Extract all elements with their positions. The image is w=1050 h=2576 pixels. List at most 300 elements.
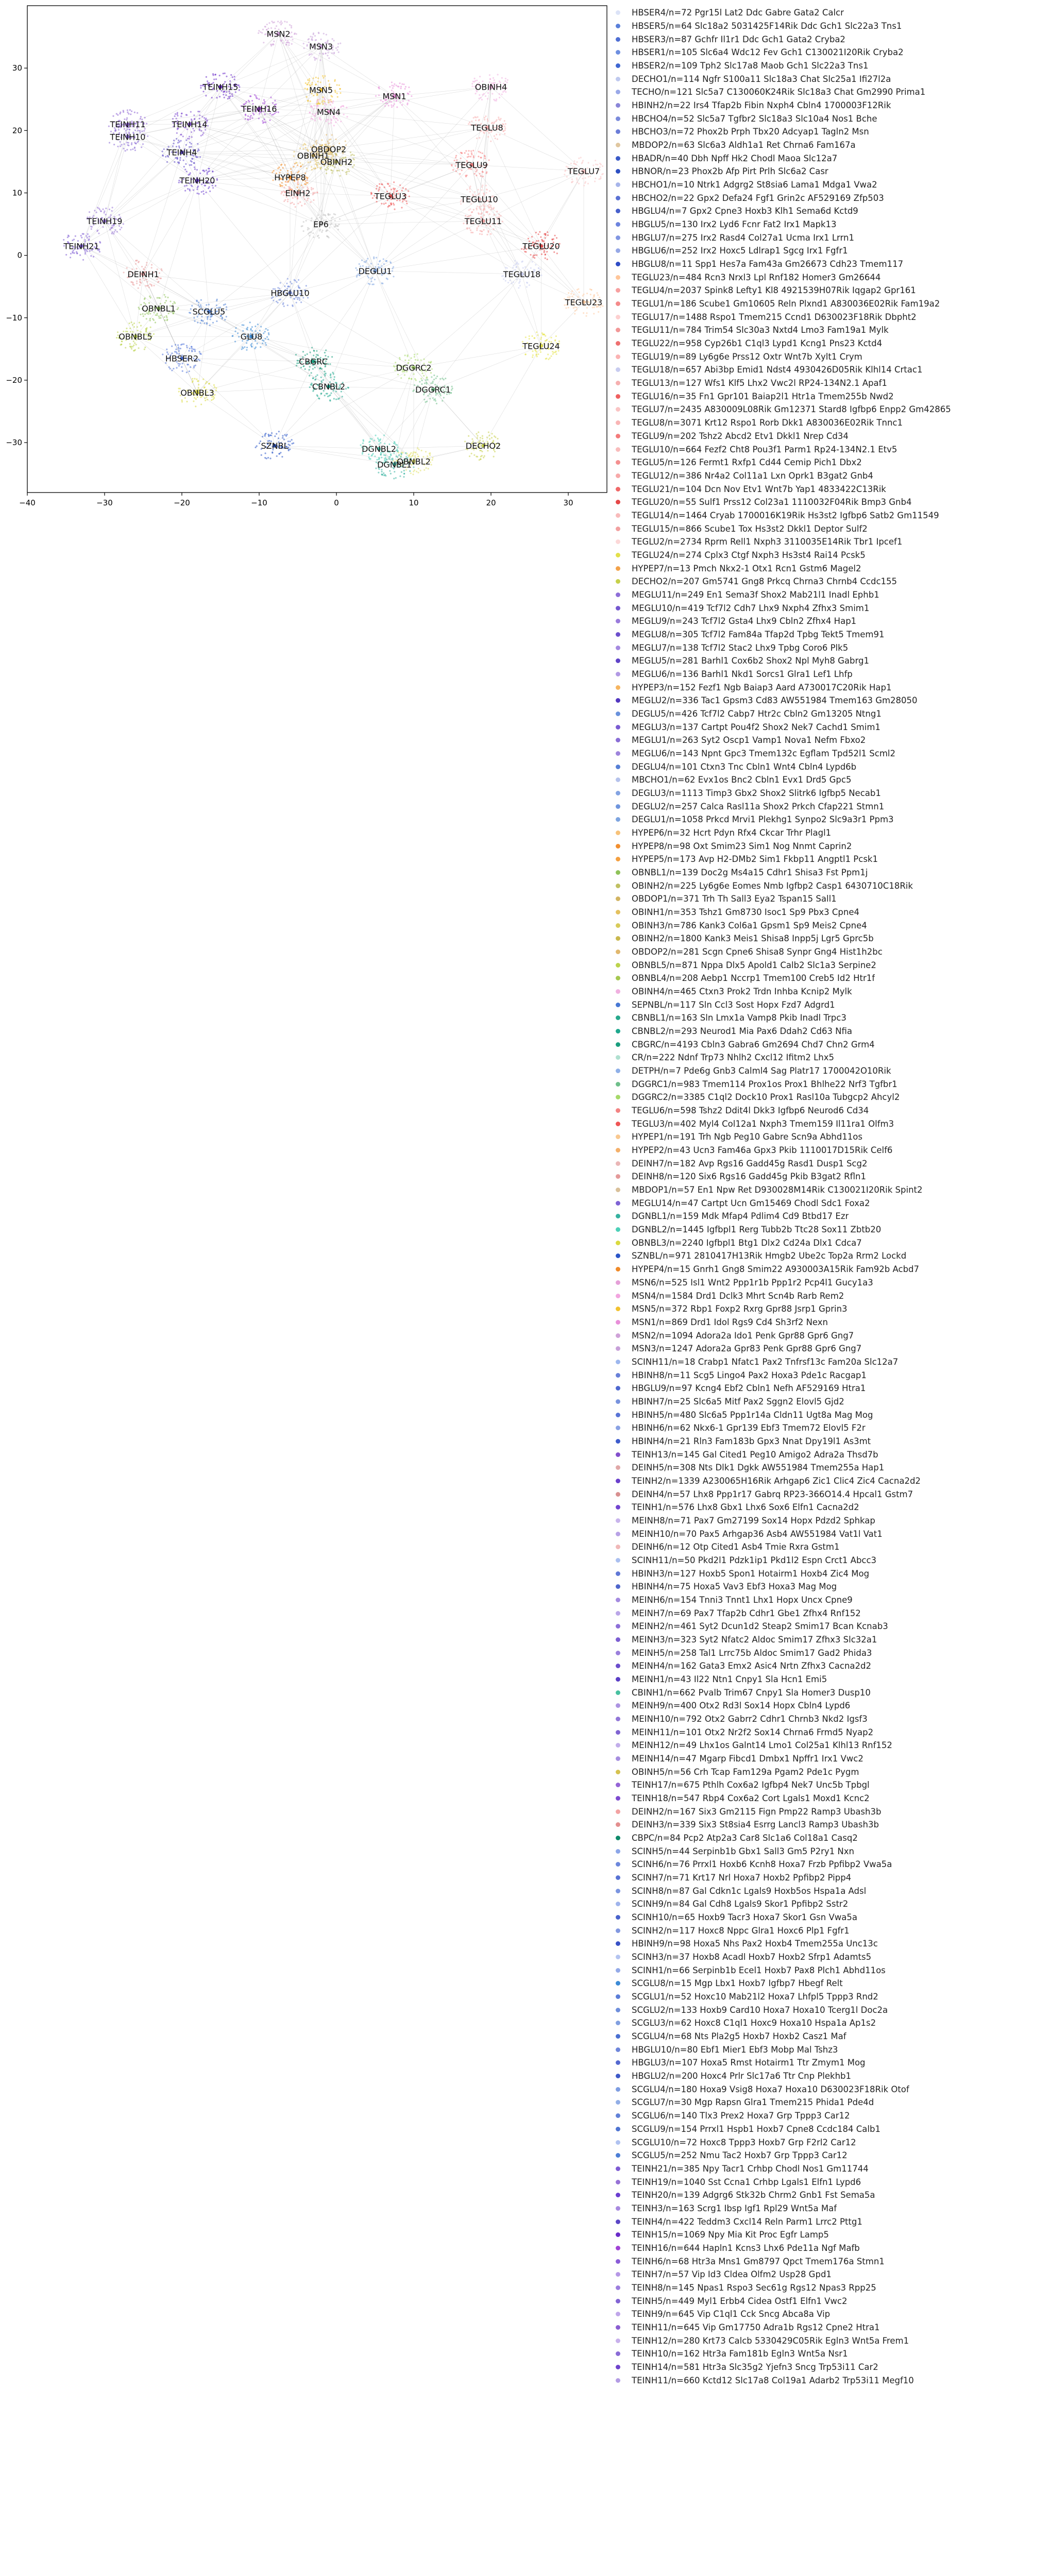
cell-point (186, 171, 188, 172)
cell-point (182, 160, 184, 161)
cell-point (499, 93, 500, 95)
legend-marker (616, 1677, 620, 1682)
legend-marker (616, 672, 620, 676)
cell-point (265, 433, 266, 434)
cell-point (329, 394, 331, 396)
cell-point (393, 189, 395, 191)
cell-point (312, 232, 314, 234)
cell-point (337, 43, 339, 44)
cell-point (529, 338, 530, 340)
cell-point (313, 32, 314, 34)
legend-item (616, 1130, 1043, 1144)
legend-marker (616, 354, 620, 359)
cell-point (185, 163, 187, 165)
cell-point (488, 435, 490, 436)
legend-marker (616, 1320, 620, 1325)
cell-point (482, 176, 484, 177)
cell-point (583, 184, 585, 186)
cluster-label: TEINH10 (110, 132, 146, 142)
cell-point (504, 127, 506, 129)
legend-item (616, 1276, 1043, 1290)
legend-item (616, 773, 1043, 787)
cell-point (200, 304, 201, 306)
legend-item (616, 562, 1043, 575)
cell-point (93, 256, 94, 258)
cell-point (467, 154, 469, 155)
cell-point (548, 359, 549, 360)
cell-point (327, 356, 329, 358)
legend-marker (616, 2100, 620, 2105)
cell-point (481, 212, 483, 214)
cell-point (425, 451, 427, 452)
cell-point (485, 115, 486, 117)
cell-point (451, 165, 452, 166)
cell-point (305, 147, 307, 148)
cell-point (319, 103, 320, 105)
cell-point (394, 471, 395, 472)
cell-point (223, 304, 225, 306)
cell-point (216, 178, 218, 180)
cell-point (123, 143, 125, 145)
cell-point (393, 204, 395, 206)
cell-point (322, 100, 324, 101)
cell-point (427, 379, 428, 381)
cell-point (289, 445, 291, 446)
cell-point (505, 280, 506, 281)
legend-item (616, 1355, 1043, 1369)
cell-point (311, 118, 312, 120)
cell-point (555, 351, 556, 353)
legend-marker (616, 1822, 620, 1827)
legend-marker (616, 725, 620, 730)
cell-point (393, 478, 395, 479)
cell-point (399, 359, 401, 360)
cell-point (398, 454, 400, 456)
cell-point (512, 267, 514, 268)
cell-point (600, 164, 602, 165)
legend-label: TEINH11/n=645 Vip Gm17750 Adra1b Rgs12 Cpne2 Htra1 (632, 2322, 880, 2332)
cell-point (333, 117, 334, 118)
legend-label: MEINH10/n=792 Otx2 Gabrr2 Cdhr1 Chrnb3 Nkd2 Igsf3 (632, 1714, 868, 1724)
legend-item (616, 628, 1043, 641)
cell-point (412, 453, 414, 454)
cluster-label: OBDOP2 (311, 144, 347, 155)
cell-point (477, 206, 478, 207)
legend-marker (616, 1968, 620, 1973)
cell-point (123, 148, 124, 149)
legend-label: TEGLU13/n=127 Wfs1 Klf5 Lhx2 Vwc2l RP24-134N2.1 Apaf1 (632, 378, 887, 388)
cell-point (433, 375, 435, 376)
cluster-label: HYPEP8 (274, 173, 306, 183)
cell-point (391, 90, 393, 91)
cell-point (127, 111, 128, 113)
cell-point (327, 142, 329, 144)
cell-point (125, 347, 126, 348)
cell-point (453, 160, 455, 161)
cell-point (330, 122, 332, 124)
cell-point (326, 121, 327, 122)
cell-point (163, 148, 165, 150)
cell-point (551, 239, 553, 240)
legend-marker (616, 2180, 620, 2184)
legend (616, 6, 1043, 2387)
cell-point (212, 171, 213, 172)
legend-marker (616, 90, 620, 94)
cell-point (537, 334, 538, 336)
cell-point (443, 397, 445, 398)
cell-point (418, 449, 419, 450)
cell-point (337, 120, 338, 121)
cell-point (136, 282, 138, 284)
cell-point (532, 261, 533, 263)
legend-marker (616, 301, 620, 306)
cell-point (473, 209, 475, 210)
cell-point (530, 267, 532, 269)
cell-point (150, 284, 152, 285)
cell-point (576, 161, 578, 163)
legend-item (616, 1302, 1043, 1316)
legend-label: MEINH11/n=101 Otx2 Nr2f2 Sox14 Chrna6 Frmd5 Nyap2 (632, 1727, 874, 1737)
cell-point (100, 210, 102, 212)
cell-point (403, 476, 404, 478)
cell-point (481, 99, 483, 100)
legend-marker (616, 910, 620, 914)
cell-point (316, 354, 317, 355)
cell-point (484, 206, 485, 207)
cell-point (506, 267, 508, 269)
legend-label: DEINH4/n=57 Lhx8 Ppp1r17 Gabrq RP23-366O14.4 Hpcal1 Gstm7 (632, 1489, 913, 1499)
legend-label: DGNBL1/n=159 Mdk Mfap4 Pdlim4 Cd9 Btbd17 Ezr (632, 1211, 849, 1222)
legend-marker (616, 222, 620, 227)
cell-point (263, 99, 265, 100)
cell-point (315, 376, 316, 377)
cell-point (155, 321, 156, 323)
legend-label: TEINH13/n=145 Gal Cited1 Peg10 Amigo2 Adra2a Thsd7b (632, 1449, 878, 1460)
cell-point (306, 200, 308, 201)
legend-marker (616, 1280, 620, 1285)
cell-point (385, 475, 386, 477)
cell-point (150, 297, 151, 298)
cell-point (89, 235, 90, 237)
legend-marker (616, 1360, 620, 1364)
cell-point (140, 282, 142, 284)
cluster-label: OBINH1 (297, 150, 330, 161)
cell-point (439, 378, 441, 380)
cell-point (489, 438, 490, 439)
legend-label: HBSER1/n=105 Slc6a4 Wdc12 Fev Gch1 C130021I20Rik Cryba2 (632, 47, 904, 58)
cell-point (234, 341, 236, 342)
cell-point (353, 159, 355, 160)
cell-point (286, 283, 287, 284)
cell-point (303, 221, 304, 223)
cell-point (311, 372, 312, 374)
cell-point (374, 279, 376, 280)
cell-point (595, 160, 596, 161)
cell-point (409, 378, 410, 379)
cell-point (483, 208, 484, 210)
cell-point (134, 149, 136, 151)
cell-point (223, 94, 224, 95)
cell-point (478, 156, 479, 157)
cell-point (435, 400, 436, 401)
cell-point (196, 378, 197, 380)
cell-point (499, 134, 500, 135)
cell-point (202, 191, 204, 192)
cell-point (573, 294, 574, 295)
cell-point (254, 94, 256, 96)
cell-point (484, 119, 485, 121)
cell-point (82, 259, 84, 261)
cell-point (478, 97, 480, 99)
cell-point (111, 210, 113, 212)
cell-point (576, 179, 578, 180)
cell-point (76, 252, 78, 254)
cell-point (178, 163, 180, 164)
legend-item (616, 191, 1043, 205)
cell-point (546, 251, 548, 252)
cell-point (302, 351, 304, 352)
cell-point (287, 199, 289, 200)
legend-item (616, 324, 1043, 337)
cell-point (296, 33, 297, 35)
legend-label: TEINH14/n=581 Htr3a Slc35g2 Yjefn3 Sncg Trp53i11 Car2 (632, 2362, 878, 2372)
legend-marker (616, 1042, 620, 1047)
legend-label: SCINH7/n=71 Krt17 Nrl Hoxa7 Hoxb2 Ppfibp2 Pipp4 (632, 1873, 852, 1883)
legend-marker (616, 1571, 620, 1576)
legend-label: DGGRC2/n=3385 C1ql2 Dock10 Prox1 Rasl10a Tubgcp2 Ahcyl2 (632, 1092, 900, 1103)
legend-marker (616, 2272, 620, 2277)
cell-point (212, 187, 214, 189)
cell-point (432, 381, 434, 382)
cell-point (117, 146, 118, 147)
cell-point (138, 287, 139, 289)
cell-point (331, 356, 333, 358)
cell-point (494, 79, 495, 81)
cell-point (282, 185, 283, 187)
cell-point (478, 189, 479, 191)
legend-item (616, 826, 1043, 840)
cell-point (197, 156, 198, 158)
cell-point (137, 130, 139, 131)
cell-point (149, 318, 151, 319)
cell-point (396, 106, 398, 108)
cluster-label: TEGLU3 (374, 191, 407, 201)
cell-point (198, 193, 199, 195)
legend-item (616, 20, 1043, 33)
cell-point (139, 308, 140, 310)
x-tick-label: −10 (251, 498, 267, 507)
cell-point (250, 329, 251, 331)
cell-point (314, 59, 316, 61)
cell-point (310, 161, 311, 163)
cell-point (265, 26, 266, 27)
cell-point (315, 113, 316, 115)
cell-point (199, 111, 200, 112)
cell-point (263, 340, 264, 342)
cell-point (307, 229, 309, 230)
cell-point (410, 472, 412, 474)
cell-point (482, 184, 483, 186)
cell-point (537, 353, 539, 355)
legend-label: MBCHO1/n=62 Evx1os Bnc2 Cbln1 Evx1 Drd5 Gpc5 (632, 775, 852, 785)
cell-point (216, 299, 218, 300)
cell-point (568, 292, 569, 294)
cell-point (295, 280, 296, 281)
cell-point (386, 103, 388, 104)
legend-marker (616, 1346, 620, 1351)
cell-point (536, 331, 537, 333)
cell-point (407, 103, 409, 104)
cell-point (130, 281, 132, 283)
legend-label: TEINH6/n=68 Htr3a Mns1 Gm8797 Qpct Tmem176a Stmn1 (632, 2256, 885, 2266)
cell-point (239, 86, 240, 88)
cell-point (336, 118, 337, 120)
cell-point (471, 86, 473, 87)
cell-point (426, 467, 427, 469)
cluster-label: MSN2 (266, 29, 291, 39)
cell-point (468, 228, 470, 229)
legend-marker (616, 262, 620, 266)
legend-item (616, 1038, 1043, 1051)
cell-point (500, 118, 501, 120)
cell-point (276, 25, 277, 27)
cell-point (374, 439, 375, 441)
legend-item (616, 747, 1043, 760)
cell-point (301, 205, 302, 207)
cell-point (281, 40, 282, 41)
cell-point (324, 75, 326, 77)
legend-label: TEGLU11/n=784 Trim54 Slc30a3 Nxtd4 Lmo3 Fam19a1 Mylk (632, 325, 889, 335)
cell-point (330, 374, 331, 375)
cell-point (219, 75, 221, 76)
legend-label: HBINH4/n=21 Rln3 Fam183b Gpx3 Nnat Dpy19l1 As3mt (632, 1436, 871, 1446)
legend-item (616, 1977, 1043, 1990)
legend-marker (616, 976, 620, 980)
legend-label: TEINH4/n=422 Teddm3 Cxcl14 Reln Parm1 Lrrc2 Pttg1 (632, 2216, 862, 2227)
cell-point (291, 31, 292, 33)
cell-point (262, 122, 264, 124)
cell-point (178, 348, 179, 350)
legend-marker (616, 2312, 620, 2316)
cell-point (193, 317, 195, 318)
cell-point (593, 295, 595, 297)
cell-point (81, 237, 82, 239)
cell-point (370, 458, 371, 460)
cell-point (158, 315, 160, 317)
legend-marker (616, 989, 620, 994)
cell-point (326, 119, 328, 121)
cell-point (420, 470, 421, 471)
legend-marker (616, 1452, 620, 1457)
cell-point (94, 210, 95, 211)
legend-label: HBSER5/n=64 Slc18a2 5031425F14Rik Ddc Gch1 Slc22a3 Tns1 (632, 21, 902, 31)
cell-point (545, 254, 546, 256)
cell-point (192, 380, 194, 382)
cell-point (180, 344, 182, 346)
cell-point (578, 183, 580, 184)
cell-point (182, 370, 183, 372)
cell-point (481, 189, 482, 191)
cell-point (320, 119, 321, 121)
legend-item (616, 205, 1043, 218)
cell-point (314, 367, 316, 368)
cell-point (198, 304, 199, 306)
cell-point (191, 164, 192, 166)
legend-marker (616, 2140, 620, 2145)
cell-point (547, 231, 548, 233)
cell-point (321, 368, 323, 369)
cell-point (460, 158, 462, 159)
cell-point (304, 198, 306, 200)
cell-point (326, 134, 327, 135)
cell-point (478, 151, 480, 152)
cell-point (177, 307, 179, 309)
cell-point (555, 353, 557, 355)
cell-point (597, 294, 599, 296)
cell-point (335, 224, 336, 225)
cluster-label: TEINH15 (202, 82, 239, 92)
legend-marker (616, 1743, 620, 1748)
cell-point (541, 239, 543, 241)
x-tick-label: 20 (486, 498, 496, 507)
legend-item (616, 681, 1043, 694)
cell-point (417, 472, 419, 473)
cell-point (331, 96, 333, 97)
cell-point (195, 365, 196, 366)
cell-point (545, 237, 546, 239)
cell-point (306, 285, 307, 286)
legend-label: OBNBL5/n=871 Nppa Dlx5 Apold1 Calb2 Slc1a3 Serpine2 (632, 960, 876, 970)
cell-point (325, 168, 326, 170)
cell-point (380, 99, 382, 101)
cell-point (109, 209, 110, 210)
cell-point (88, 240, 90, 241)
cell-point (306, 220, 307, 222)
cell-point (163, 294, 165, 296)
cell-point (534, 257, 535, 259)
cell-point (540, 338, 541, 340)
legend-label: HBGLU7/n=275 Irx2 Rasd4 Col27a1 Ucma Irx1 Lrrn1 (632, 232, 854, 243)
legend-item (616, 1606, 1043, 1620)
cell-point (319, 53, 320, 54)
cell-point (540, 236, 541, 238)
legend-item (616, 1263, 1043, 1276)
cell-point (331, 53, 333, 54)
cluster-label: MSN5 (309, 85, 333, 95)
cell-point (327, 141, 329, 142)
x-tick-label: 0 (334, 498, 339, 507)
legend-label: OBINH1/n=353 Tshz1 Gm8730 Isoc1 Sp9 Pbx3 Cpne4 (632, 907, 859, 918)
cell-point (328, 123, 330, 124)
cell-point (513, 265, 515, 266)
cell-point (399, 184, 401, 186)
cell-point (234, 76, 235, 77)
cell-point (128, 113, 129, 114)
cell-point (175, 113, 176, 115)
cell-point (136, 280, 138, 282)
cell-point (304, 88, 306, 89)
x-axis (19, 493, 573, 507)
legend-label: SCINH9/n=84 Gal Cdh8 Lgals9 Skor1 Ppfibp2 Sstr2 (632, 1899, 849, 1909)
cell-point (409, 91, 411, 92)
cell-point (109, 142, 110, 143)
cell-point (587, 183, 589, 184)
legend-item (616, 86, 1043, 99)
legend-marker (616, 1108, 620, 1113)
cell-point (497, 74, 498, 75)
cell-point (294, 298, 295, 300)
cell-point (490, 205, 492, 206)
